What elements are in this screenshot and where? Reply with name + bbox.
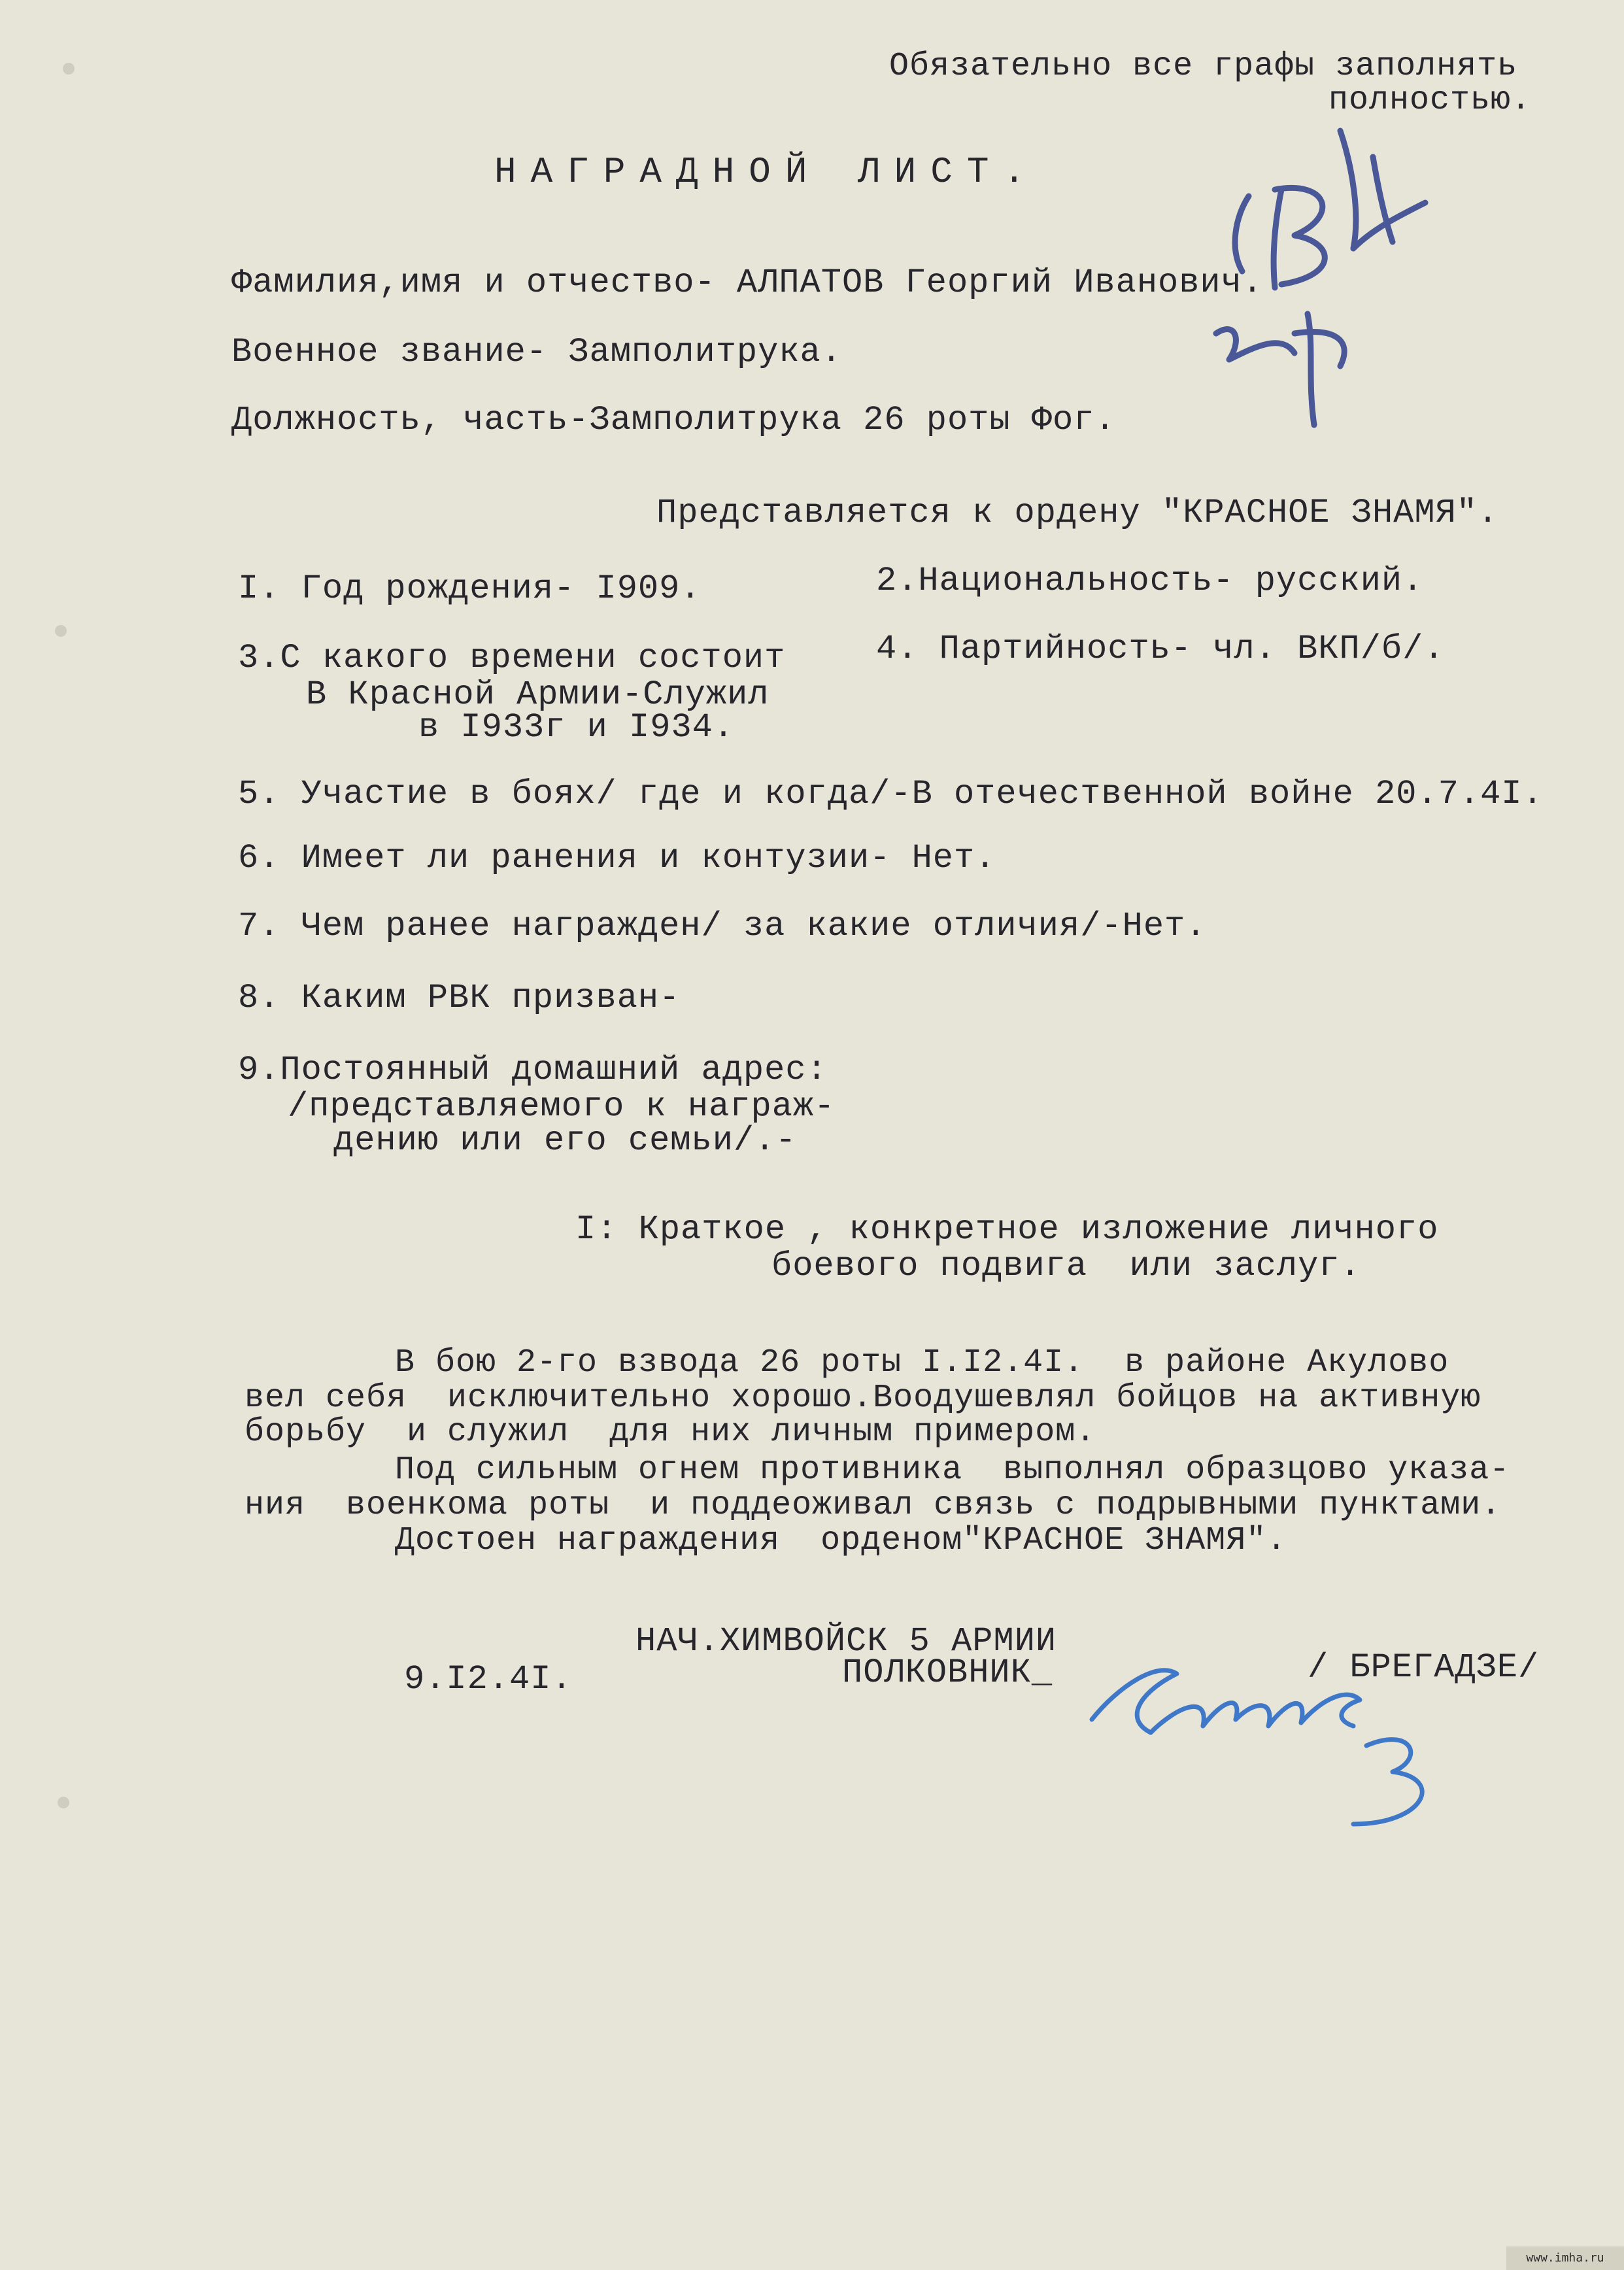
pencil-annotation bbox=[1177, 118, 1451, 458]
signatory-rank: ПОЛКОВНИК_ bbox=[842, 1653, 1053, 1692]
signatory-organization: НАЧ.ХИМВОЙСК 5 АРМИИ bbox=[635, 1622, 1057, 1661]
field-position: Должность, часть-Замполитрука 26 роты Фог. bbox=[231, 401, 1116, 439]
item-party: 4. Партийность- чл. ВКП/б/. bbox=[876, 630, 1445, 668]
item-service-start-line2: В Красной Армии-Служил bbox=[306, 675, 770, 714]
narrative-line3: борьбу и служил для них личным примером. bbox=[245, 1414, 1096, 1451]
item-previous-awards: 7. Чем ранее награжден/ за какие отличия/-Нет. bbox=[238, 907, 1207, 945]
narrative-line2: вел себя исключительно хорошо.Воодушевлял бойцов на активную bbox=[245, 1380, 1481, 1417]
narrative-line4: Под сильным огнем противника выполнял образцово указа- bbox=[395, 1451, 1510, 1489]
item-service-start-line3: в I933г и I934. bbox=[418, 708, 735, 747]
section-heading-line1: I: Краткое , конкретное изложение личного bbox=[575, 1210, 1439, 1249]
item-address-line3: дению или его семьи/.- bbox=[333, 1121, 797, 1160]
header-note-line1: Обязательно все графы заполнять bbox=[889, 48, 1518, 85]
punch-mark bbox=[58, 1797, 69, 1808]
narrative-line6: Достоен награждения орденом"КРАСНОЕ ЗНАМЯ". bbox=[395, 1522, 1287, 1559]
item-address-line2: /представляемого к награж- bbox=[288, 1087, 836, 1126]
section-heading-line2: боевого подвига или заслуг. bbox=[771, 1247, 1361, 1285]
item-recruitment-office: 8. Каким РВК призван- bbox=[238, 979, 681, 1017]
document-date: 9.I2.4I. bbox=[404, 1660, 573, 1699]
award-line: Представляется к ордену "КРАСНОЕ ЗНАМЯ". bbox=[656, 494, 1499, 532]
signature bbox=[1059, 1608, 1464, 1857]
archive-watermark: www.imha.ru bbox=[1506, 2246, 1624, 2270]
document-title: НАГРАДНОЙ ЛИСТ. bbox=[494, 151, 1040, 193]
header-note-line2: полностью. bbox=[1328, 82, 1532, 119]
item-battles: 5. Участие в боях/ где и когда/-В отечественной войне 20.7.4I. bbox=[238, 775, 1544, 813]
item-service-start-line1: 3.С какого времени состоит bbox=[238, 639, 786, 677]
item-birth-year: I. Год рождения- I909. bbox=[238, 569, 702, 608]
punch-mark bbox=[63, 63, 75, 75]
item-wounds: 6. Имеет ли ранения и контузии- Нет. bbox=[238, 839, 996, 877]
field-rank: Военное звание- Замполитрука. bbox=[231, 333, 842, 371]
narrative-line5: ния военкома роты и поддеоживал связь с подрывными пунктами. bbox=[245, 1487, 1502, 1524]
field-name: Фамилия,имя и отчество- АЛПАТОВ Георгий Иванович. bbox=[231, 263, 1264, 302]
narrative-line1: В бою 2-го взвода 26 роты I.I2.4I. в районе Акулово bbox=[395, 1344, 1449, 1381]
item-address-line1: 9.Постоянный домашний адрес: bbox=[238, 1051, 828, 1089]
signatory-name: / БРЕГАДЗЕ/ bbox=[1308, 1648, 1540, 1687]
item-nationality: 2.Национальность- русский. bbox=[876, 562, 1424, 600]
punch-mark bbox=[55, 625, 67, 637]
